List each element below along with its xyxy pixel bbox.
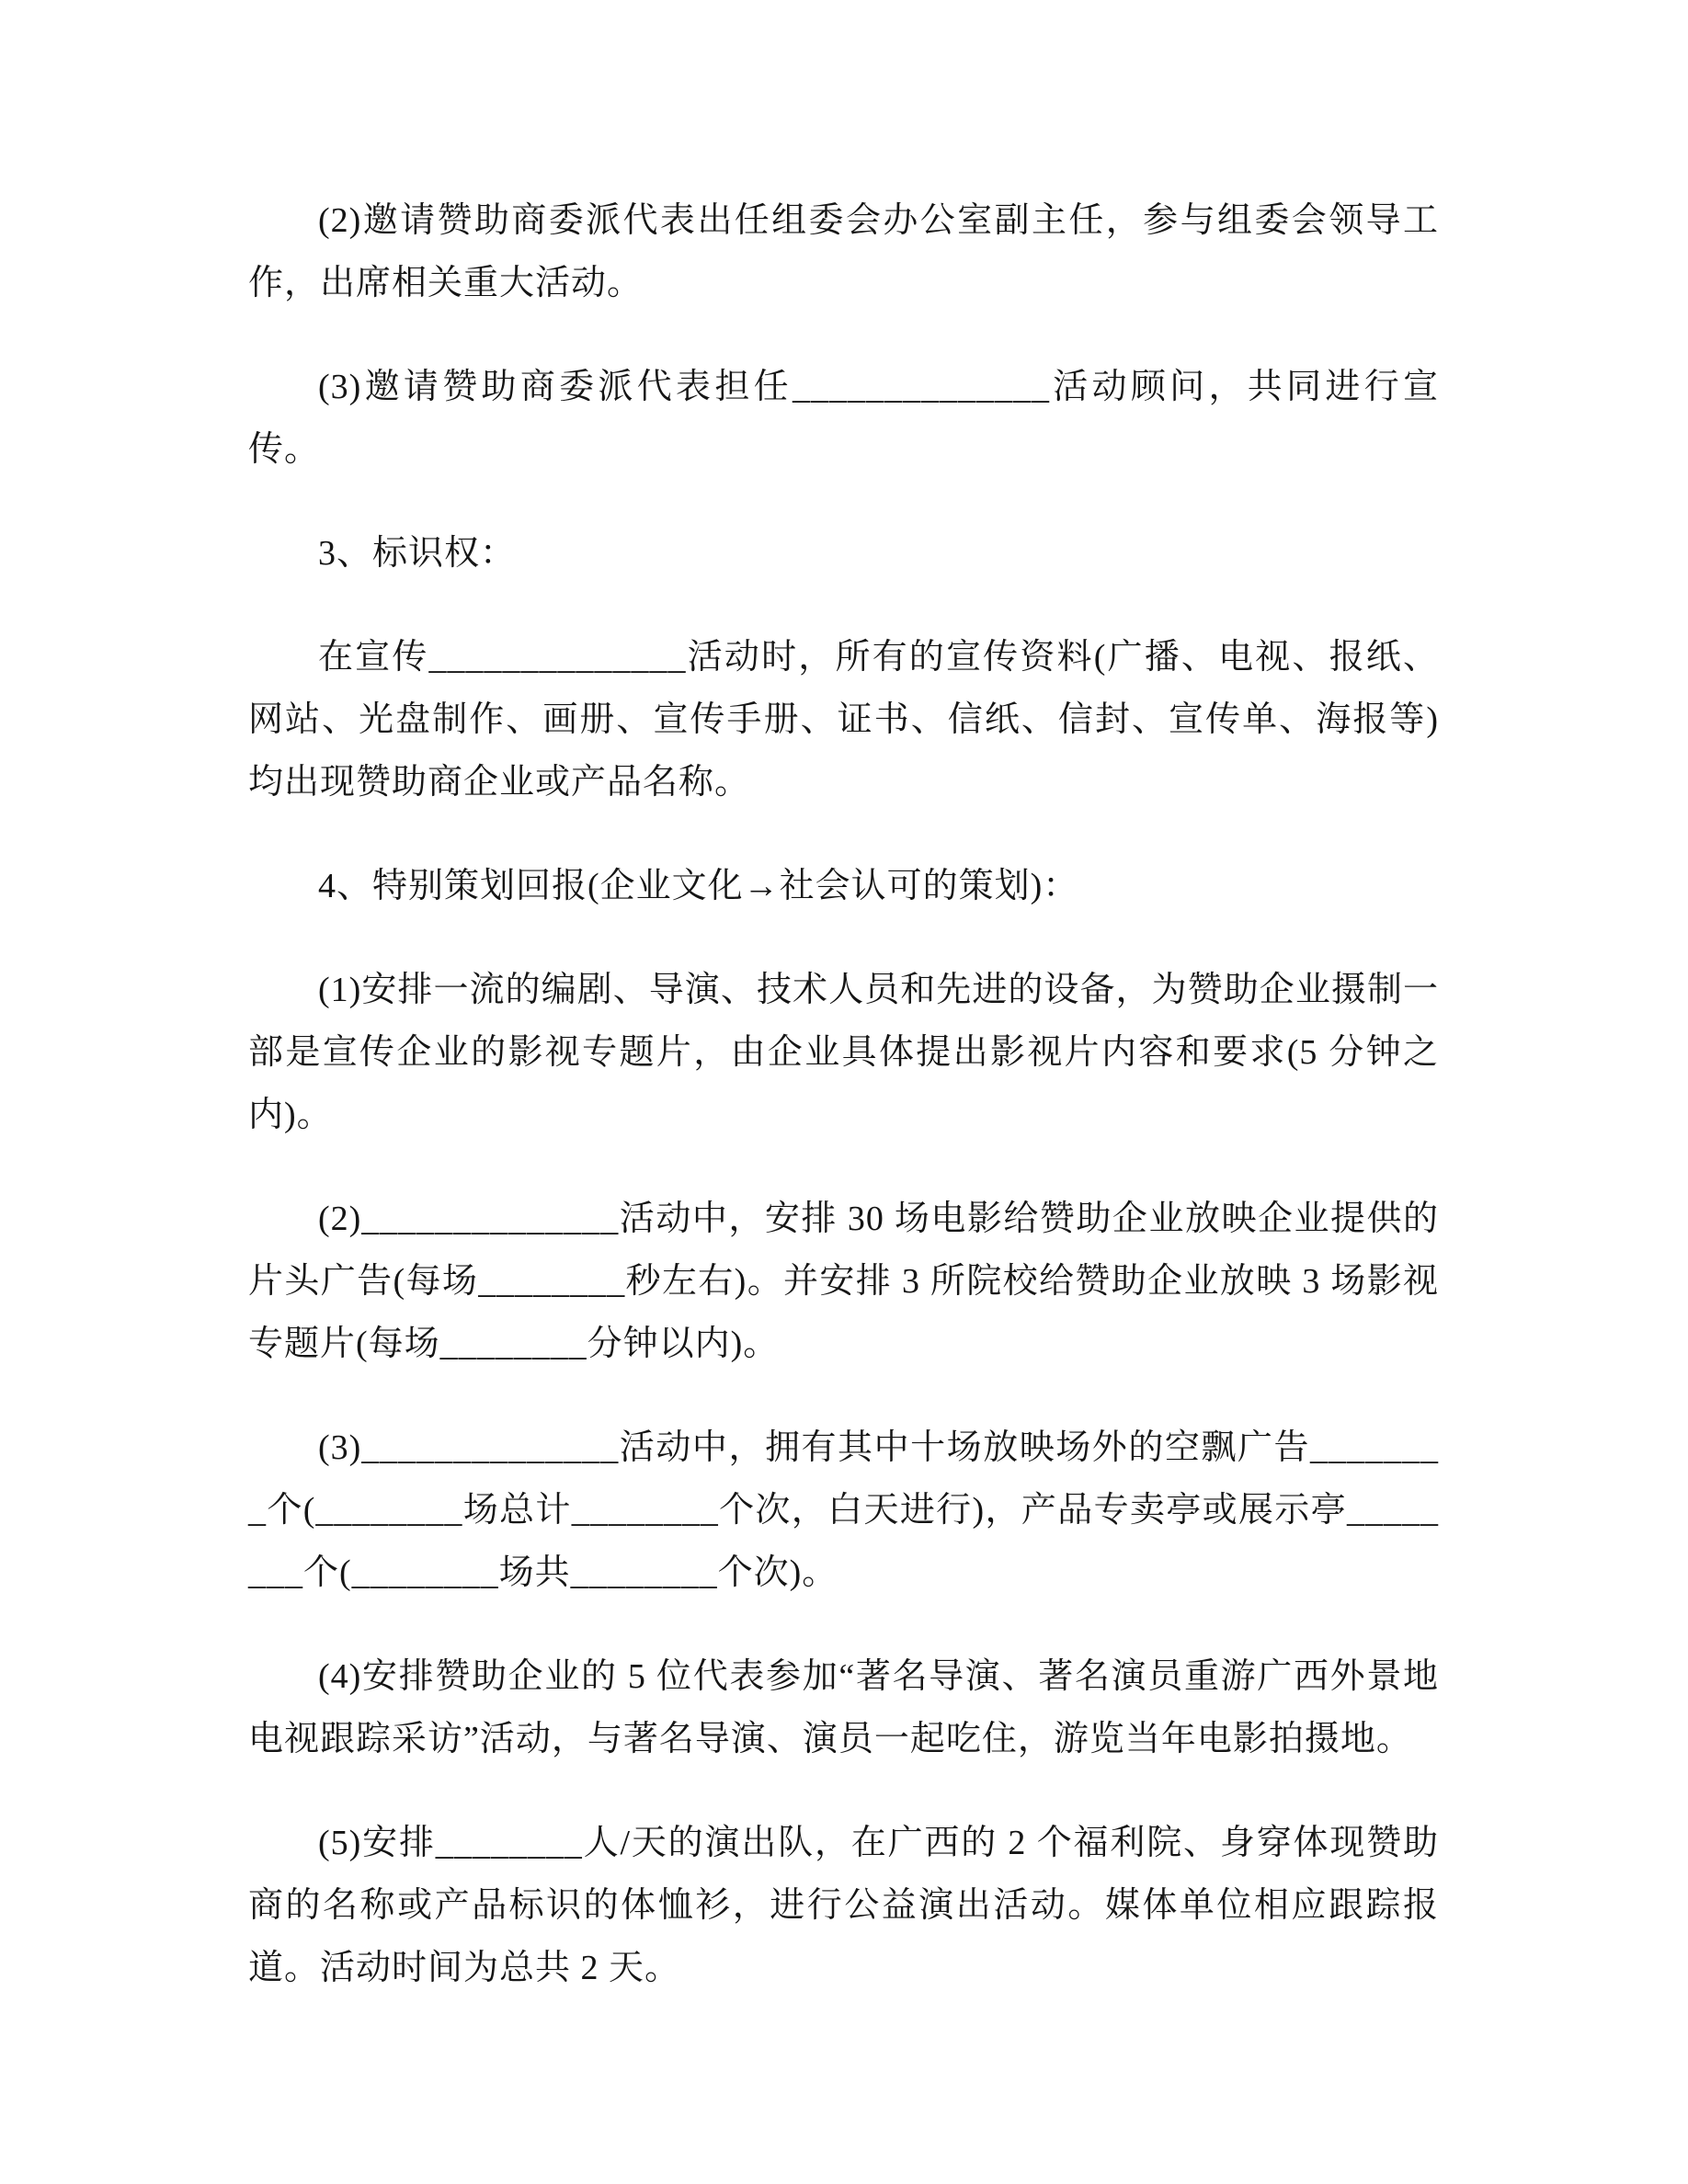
paragraph-item-4-4: (4)安排赞助企业的 5 位代表参加“著名导演、著名演员重游广西外景地电视跟踪采访”活动，与著名导演、演员一起吃住，游览当年电影拍摄地。 <box>248 1657 1439 1758</box>
section-heading-3: 3、标识权： <box>318 534 517 573</box>
paragraph-item-4-1: (1)安排一流的编剧、导演、技术人员和先进的设备，为赞助企业摄制一部是宣传企业的影视专题片，由企业具体提出影视片内容和要求(5 分钟之内)。 <box>248 971 1439 1134</box>
paragraph-section-3-body: 在宣传______________活动时，所有的宣传资料(广播、电视、报纸、网站、光盘制作、画册、宣传手册、证书、信纸、信封、宣传单、海报等)均出现赞助商企业或产品名称。 <box>248 638 1439 802</box>
document-body <box>248 189 1439 1999</box>
paragraph-item-4-5: (5)安排________人/天的演出队，在广西的 2 个福利院、身穿体现赞助商的名称或产品标识的体恤衫，进行公益演出活动。媒体单位相应跟踪报道。活动时间为总共 2 天。 <box>248 1824 1439 1987</box>
paragraph-item-4-2: (2)______________活动中，安排 30 场电影给赞助企业放映企业提供的片头广告(每场________秒左右)。并安排 3 所院校给赞助企业放映 3 场影视专题片(每场________分钟以内)。 <box>248 1200 1439 1363</box>
paragraph-item-4-3: (3)______________活动中，拥有其中十场放映场外的空飘广告________个(________场总计________个次，白天进行)，产品专卖亭或展示亭________个(________场共________个次)。 <box>248 1428 1439 1592</box>
section-heading-4: 4、特别策划回报(企业文化→社会认可的策划)： <box>318 867 1079 905</box>
paragraph-item-2-3: (3)邀请赞助商委派代表担任______________活动顾问，共同进行宣传。 <box>248 368 1439 469</box>
paragraph-item-2-2: (2)邀请赞助商委派代表出任组委会办公室副主任，参与组委会领导工作，出席相关重大活动。 <box>248 201 1439 302</box>
